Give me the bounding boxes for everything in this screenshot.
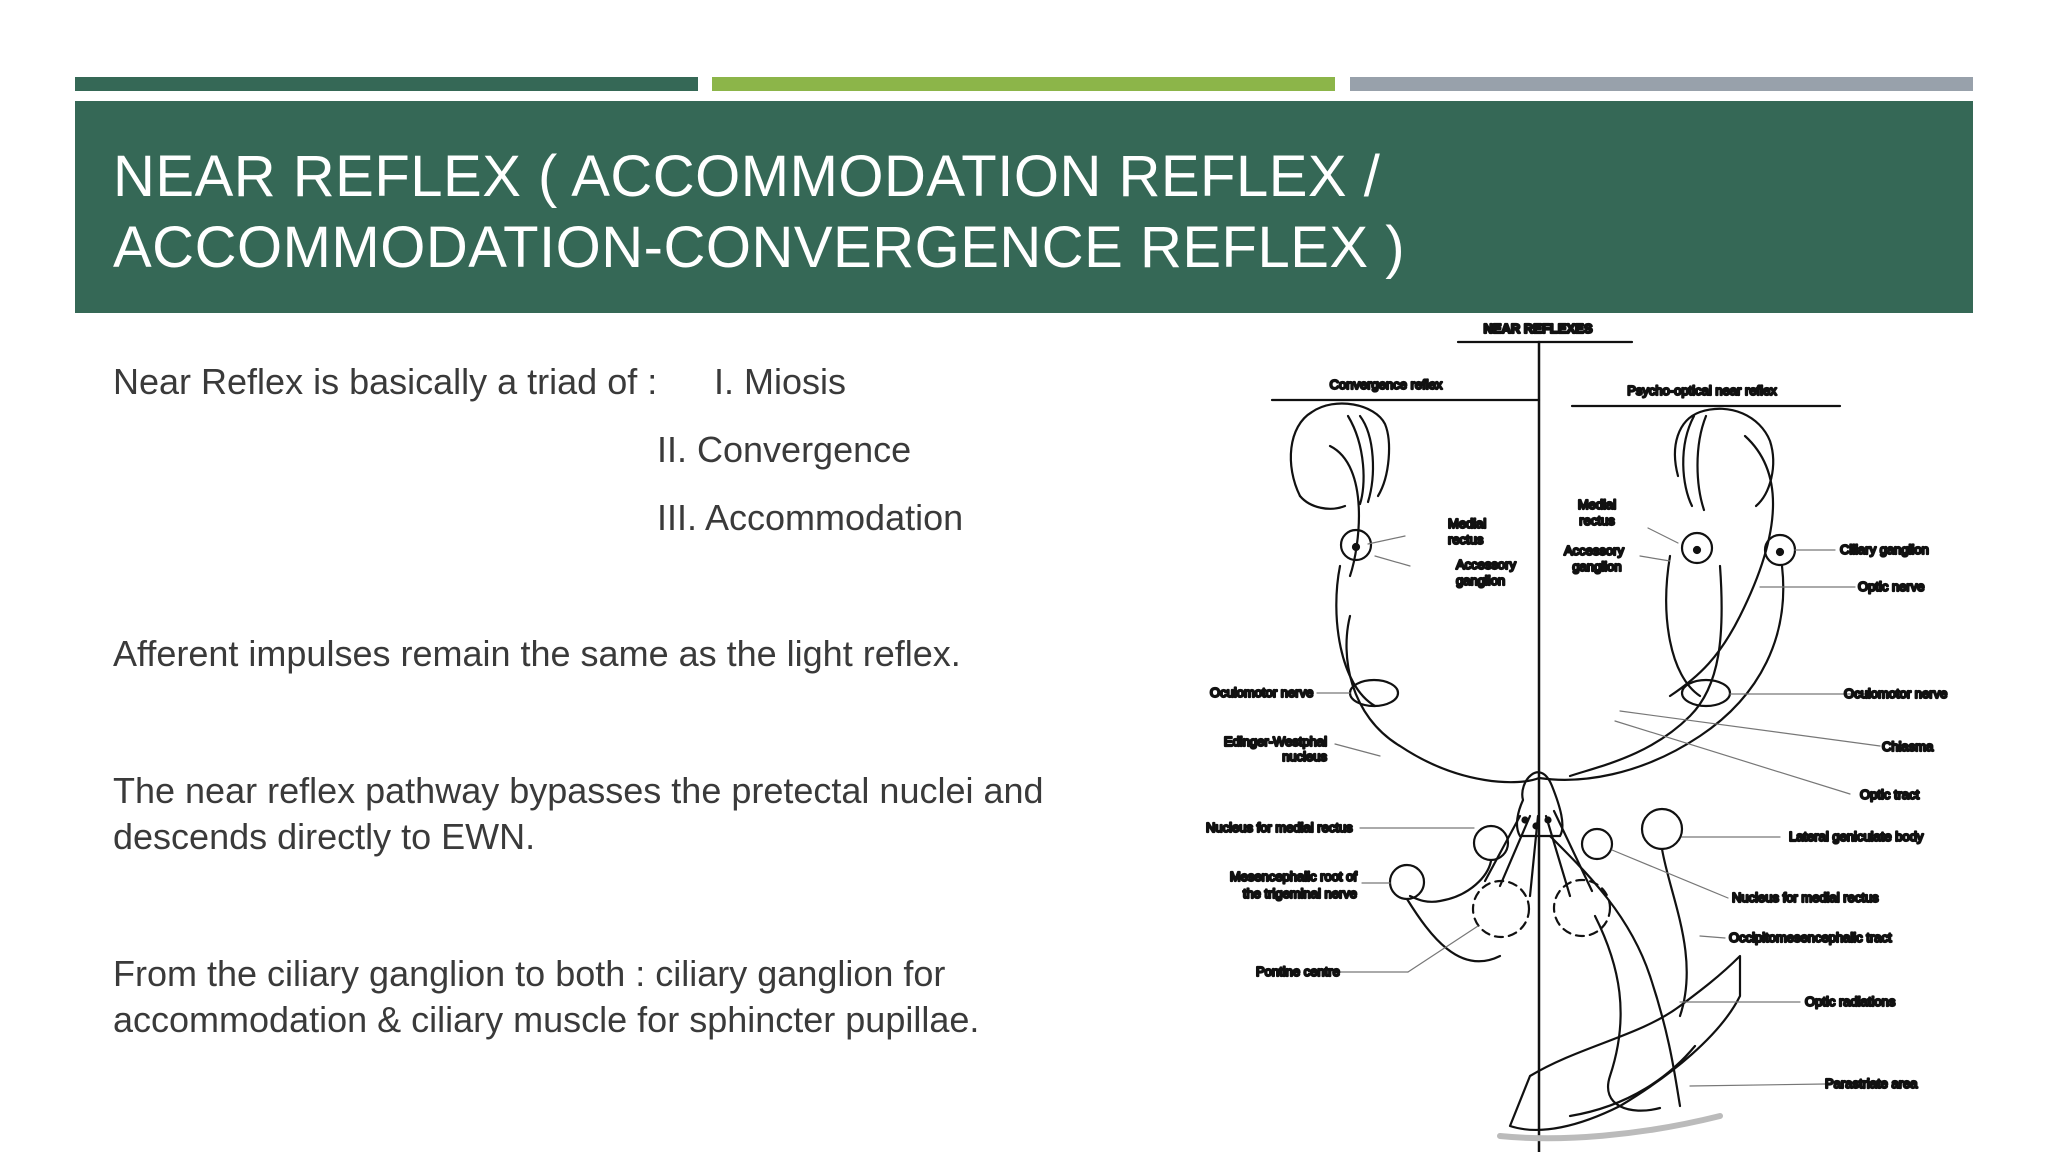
psycho-optical-heading: Psycho-optical near reflex xyxy=(1627,383,1777,398)
occipital-cortex xyxy=(1510,956,1740,1130)
right-eyeball xyxy=(1675,409,1795,565)
near-reflex-diagram xyxy=(1200,316,1970,1152)
triad-item-miosis: I. Miosis xyxy=(714,361,847,402)
right-lgb xyxy=(1642,809,1682,849)
pathway-line-1: The near reflex pathway bypasses the pretectal nuclei and xyxy=(113,770,1044,811)
label-ew-2: nucleus xyxy=(1282,749,1327,764)
label-medial-rectus-right-1: Medial xyxy=(1577,497,1617,512)
left-leader-lines xyxy=(1317,536,1478,972)
label-accessory-right-1: Accessory xyxy=(1564,543,1624,558)
slide-title-line-1: NEAR REFLEX ( ACCOMMODATION REFLEX / xyxy=(113,144,1381,209)
label-ciliary-ganglion: Ciliary ganglion xyxy=(1840,542,1929,557)
label-mesencephalic-1: Mesencephalic root of xyxy=(1229,869,1357,884)
label-nucleus-medial-rectus-right: Nucleus for medial rectus xyxy=(1732,890,1879,905)
title-banner xyxy=(75,101,1973,313)
label-pontine-centre: Pontine centre xyxy=(1256,964,1340,979)
label-oculomotor-left: Oculomotor nerve xyxy=(1210,685,1314,700)
left-oculomotor-loop xyxy=(1350,680,1398,706)
convergence-heading: Convergence reflex xyxy=(1329,377,1443,392)
triad-item-convergence: II. Convergence xyxy=(657,429,912,470)
mesencephalic-root xyxy=(1390,865,1424,899)
label-ew-1: Edinger-Westphal xyxy=(1223,734,1327,749)
triad-item-accommodation: III. Accommodation xyxy=(657,497,964,538)
afferent-paragraph: Afferent impulses remain the same as the light reflex. xyxy=(113,633,961,674)
right-nucleus-medial-rectus xyxy=(1582,829,1612,859)
diagram-heading: NEAR REFLEXES xyxy=(1483,321,1593,336)
label-oculomotor-right: Oculomotor nerve xyxy=(1844,686,1948,701)
label-lgb: Lateral geniculate body xyxy=(1789,829,1924,844)
label-parastriate-area: Parastriate area xyxy=(1825,1076,1918,1091)
label-optic-tract: Optic tract xyxy=(1860,787,1920,802)
slide-title xyxy=(113,141,1405,283)
right-pathway xyxy=(1539,566,1783,780)
accent-bar-dark-green xyxy=(75,77,698,91)
pathway-line-2: descends directly to EWN. xyxy=(113,816,536,857)
accent-bar-light-green xyxy=(712,77,1335,91)
label-nucleus-medial-rectus-left: Nucleus for medial rectus xyxy=(1206,820,1353,835)
label-occipitomesencephalic: Occipitomesencephalic tract xyxy=(1729,930,1892,945)
label-mesencephalic-2: the trigeminal nerve xyxy=(1242,886,1357,901)
label-accessory-left-1: Accessory xyxy=(1456,557,1516,572)
label-medial-rectus-left-2: rectus xyxy=(1448,532,1484,547)
parastriate-band xyxy=(1500,1116,1720,1138)
left-eyeball xyxy=(1291,403,1389,560)
label-optic-radiations: Optic radiations xyxy=(1805,994,1896,1009)
label-accessory-left-2: ganglion xyxy=(1456,573,1506,588)
label-optic-nerve: Optic nerve xyxy=(1858,579,1925,594)
ciliary-line-2: accommodation & ciliary muscle for sphincter pupillae. xyxy=(113,999,980,1040)
label-medial-rectus-right-2: rectus xyxy=(1579,513,1615,528)
ciliary-line-1: From the ciliary ganglion to both : ciliary ganglion for xyxy=(113,953,946,994)
label-medial-rectus-left-1: Medial xyxy=(1448,516,1487,531)
triad-intro: Near Reflex is basically a triad of : xyxy=(113,361,658,402)
label-chiasma: Chiasma xyxy=(1882,739,1934,754)
left-pontine-centre xyxy=(1473,881,1529,937)
left-nucleus-medial-rectus xyxy=(1474,826,1508,860)
slide-title-line-2: ACCOMMODATION-CONVERGENCE REFLEX ) xyxy=(113,215,1406,280)
left-pathway xyxy=(1347,616,1539,782)
accent-bar-gray xyxy=(1350,77,1973,91)
label-accessory-right-2: ganglion xyxy=(1572,559,1622,574)
